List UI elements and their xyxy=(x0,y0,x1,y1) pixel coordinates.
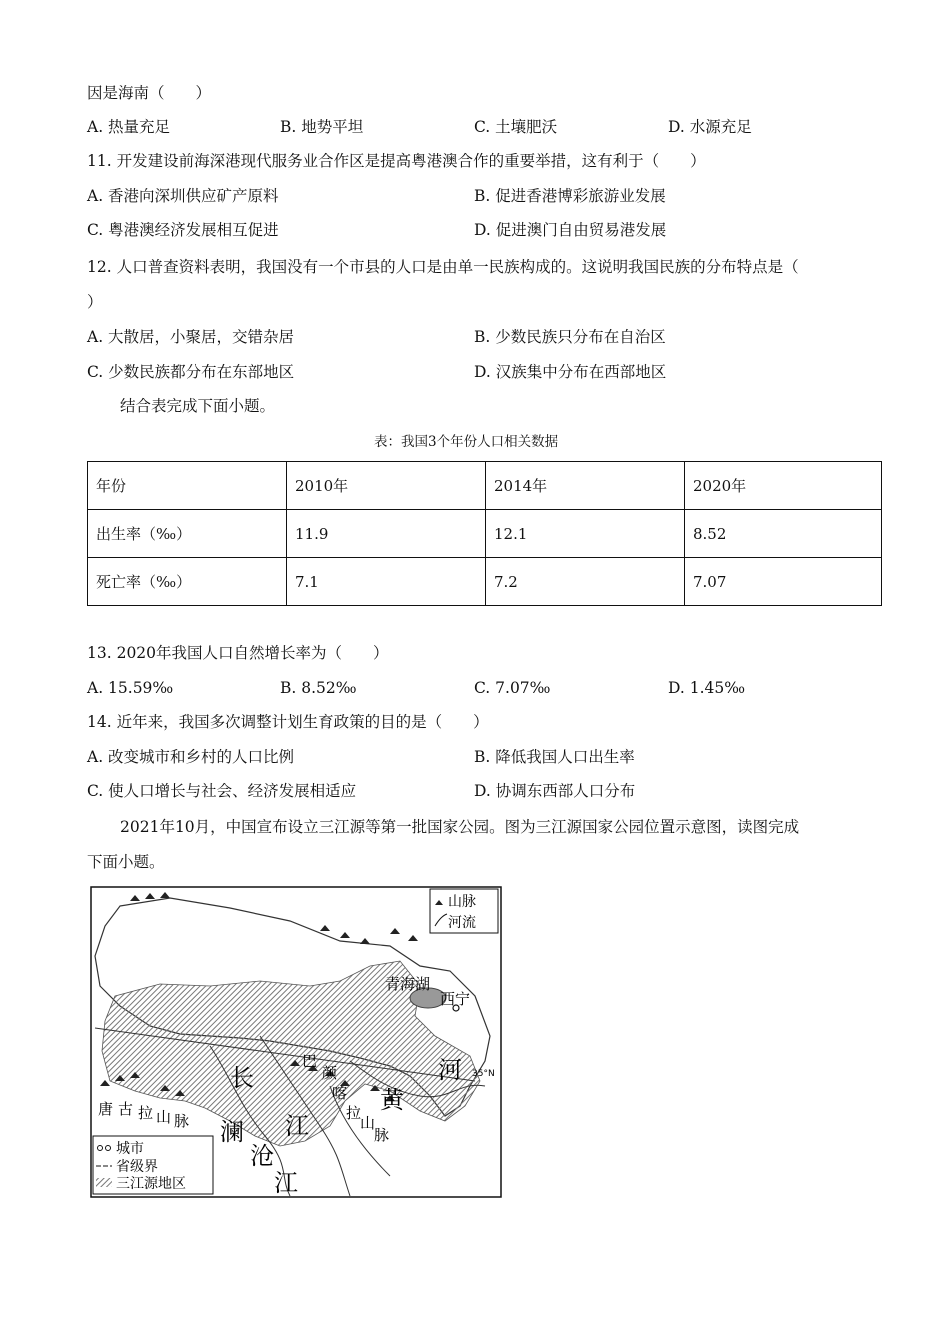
table-cell: 2010年 xyxy=(287,462,486,510)
river-label-chang: 长 xyxy=(230,1064,254,1092)
table-cell: 2014年 xyxy=(486,462,685,510)
table-cell: 出生率（‰） xyxy=(88,510,287,558)
question-12-stem: 12. 人口普查资料表明，我国没有一个市县的人口是由单一民族构成的。这说明我国民族的分布特点是（ xyxy=(87,258,799,276)
river-label-lan: 澜 xyxy=(220,1118,244,1146)
mountain-label-la2: 拉 xyxy=(138,1104,154,1122)
q10-option-b: B. 地势平坦 xyxy=(280,118,364,136)
mountain-label-shan2: 山 xyxy=(156,1108,172,1126)
q12-option-c: C. 少数民族都分布在东部地区 xyxy=(87,363,295,381)
mountain-label-mai: 脉 xyxy=(374,1126,390,1144)
q12-option-d: D. 汉族集中分布在西部地区 xyxy=(474,363,667,381)
mountain-label-tang: 唐 xyxy=(98,1100,114,1118)
region-legend-icon xyxy=(96,1178,112,1187)
latitude-label: 35°N xyxy=(472,1069,495,1079)
table-cell: 12.1 xyxy=(486,510,685,558)
q10-option-d: D. 水源充足 xyxy=(668,118,752,136)
mountain-label-ba: 巴 xyxy=(302,1052,318,1070)
question-11-stem: 11. 开发建设前海深港现代服务业合作区是提高粤港澳合作的重要举措，这有利于（ ） xyxy=(87,152,706,170)
table-row xyxy=(88,510,882,558)
q11-option-b: B. 促进香港博彩旅游业发展 xyxy=(474,187,666,205)
table-cell: 死亡率（‰） xyxy=(88,558,287,606)
legend-mountain-label: 山脉 xyxy=(448,894,476,910)
table-cell: 8.52 xyxy=(685,510,882,558)
river-label-he: 河 xyxy=(438,1056,462,1084)
question-14-stem: 14. 近年来，我国多次调整计划生育政策的目的是（ ） xyxy=(87,713,489,731)
q14-option-a: A. 改变城市和乡村的人口比例 xyxy=(87,748,295,766)
river-label-jiang1: 江 xyxy=(285,1112,309,1140)
table-cell: 7.07 xyxy=(685,558,882,606)
mountain-label-yan: 颜 xyxy=(322,1064,338,1082)
q11-option-c: C. 粤港澳经济发展相互促进 xyxy=(87,221,279,239)
question-12-stem-continuation: ） xyxy=(87,293,103,311)
q14-option-b: B. 降低我国人口出生率 xyxy=(474,748,635,766)
mountain-label-la: 拉 xyxy=(346,1104,362,1122)
mountain-label-gu: 古 xyxy=(118,1100,134,1118)
map-intro-line2: 下面小题。 xyxy=(87,853,165,871)
table-header-row xyxy=(88,462,882,510)
q11-option-d: D. 促进澳门自由贸易港发展 xyxy=(474,221,667,239)
question-10-stem-tail: 因是海南（ ） xyxy=(87,84,212,102)
river-label-jiang2: 江 xyxy=(274,1169,298,1197)
q13-option-d: D. 1.45‰ xyxy=(668,679,746,697)
q10-option-a: A. 热量充足 xyxy=(87,118,171,136)
map-intro-line1: 2021年10月，中国宣布设立三江源等第一批国家公园。图为三江源国家公园位置示意图，读图完成 xyxy=(120,818,800,836)
table-cell: 11.9 xyxy=(287,510,486,558)
legend-region-label: 三江源地区 xyxy=(116,1176,186,1192)
city-label: 西宁 xyxy=(440,990,471,1008)
mountain-label-shan: 山 xyxy=(360,1114,376,1132)
legend-city-label: 城市 xyxy=(116,1141,144,1157)
q12-option-a: A. 大散居，小聚居，交错杂居 xyxy=(87,328,295,346)
q14-option-c: C. 使人口增长与社会、经济发展相适应 xyxy=(87,782,357,800)
question-13-stem: 13. 2020年我国人口自然增长率为（ ） xyxy=(87,644,389,662)
table-cell: 7.2 xyxy=(486,558,685,606)
mountain-label-mai2: 脉 xyxy=(174,1112,190,1130)
table-cell: 2020年 xyxy=(685,462,882,510)
sanjiangyuan-map xyxy=(90,886,502,1198)
q11-option-a: A. 香港向深圳供应矿产原料 xyxy=(87,187,279,205)
legend-river-label: 河流 xyxy=(448,915,476,931)
river-label-huang: 黄 xyxy=(380,1086,404,1114)
q13-option-a: A. 15.59‰ xyxy=(87,679,174,697)
population-table xyxy=(87,461,882,606)
q12-option-b: B. 少数民族只分布在自治区 xyxy=(474,328,666,346)
table-caption: 表：我国3个年份人口相关数据 xyxy=(374,434,559,450)
q13-option-b: B. 8.52‰ xyxy=(280,679,357,697)
table-cell: 7.1 xyxy=(287,558,486,606)
table-cell: 年份 xyxy=(88,462,287,510)
q13-option-c: C. 7.07‰ xyxy=(474,679,551,697)
table-intro: 结合表完成下面小题。 xyxy=(120,397,276,415)
q14-option-d: D. 协调东西部人口分布 xyxy=(474,782,636,800)
mountain-label-ka: 喀 xyxy=(332,1084,348,1102)
river-label-cang: 沧 xyxy=(250,1142,274,1170)
legend-boundary-label: 省级界 xyxy=(116,1159,158,1175)
table-row xyxy=(88,558,882,606)
lake-label: 青海湖 xyxy=(385,975,431,993)
q10-option-c: C. 土壤肥沃 xyxy=(474,118,558,136)
